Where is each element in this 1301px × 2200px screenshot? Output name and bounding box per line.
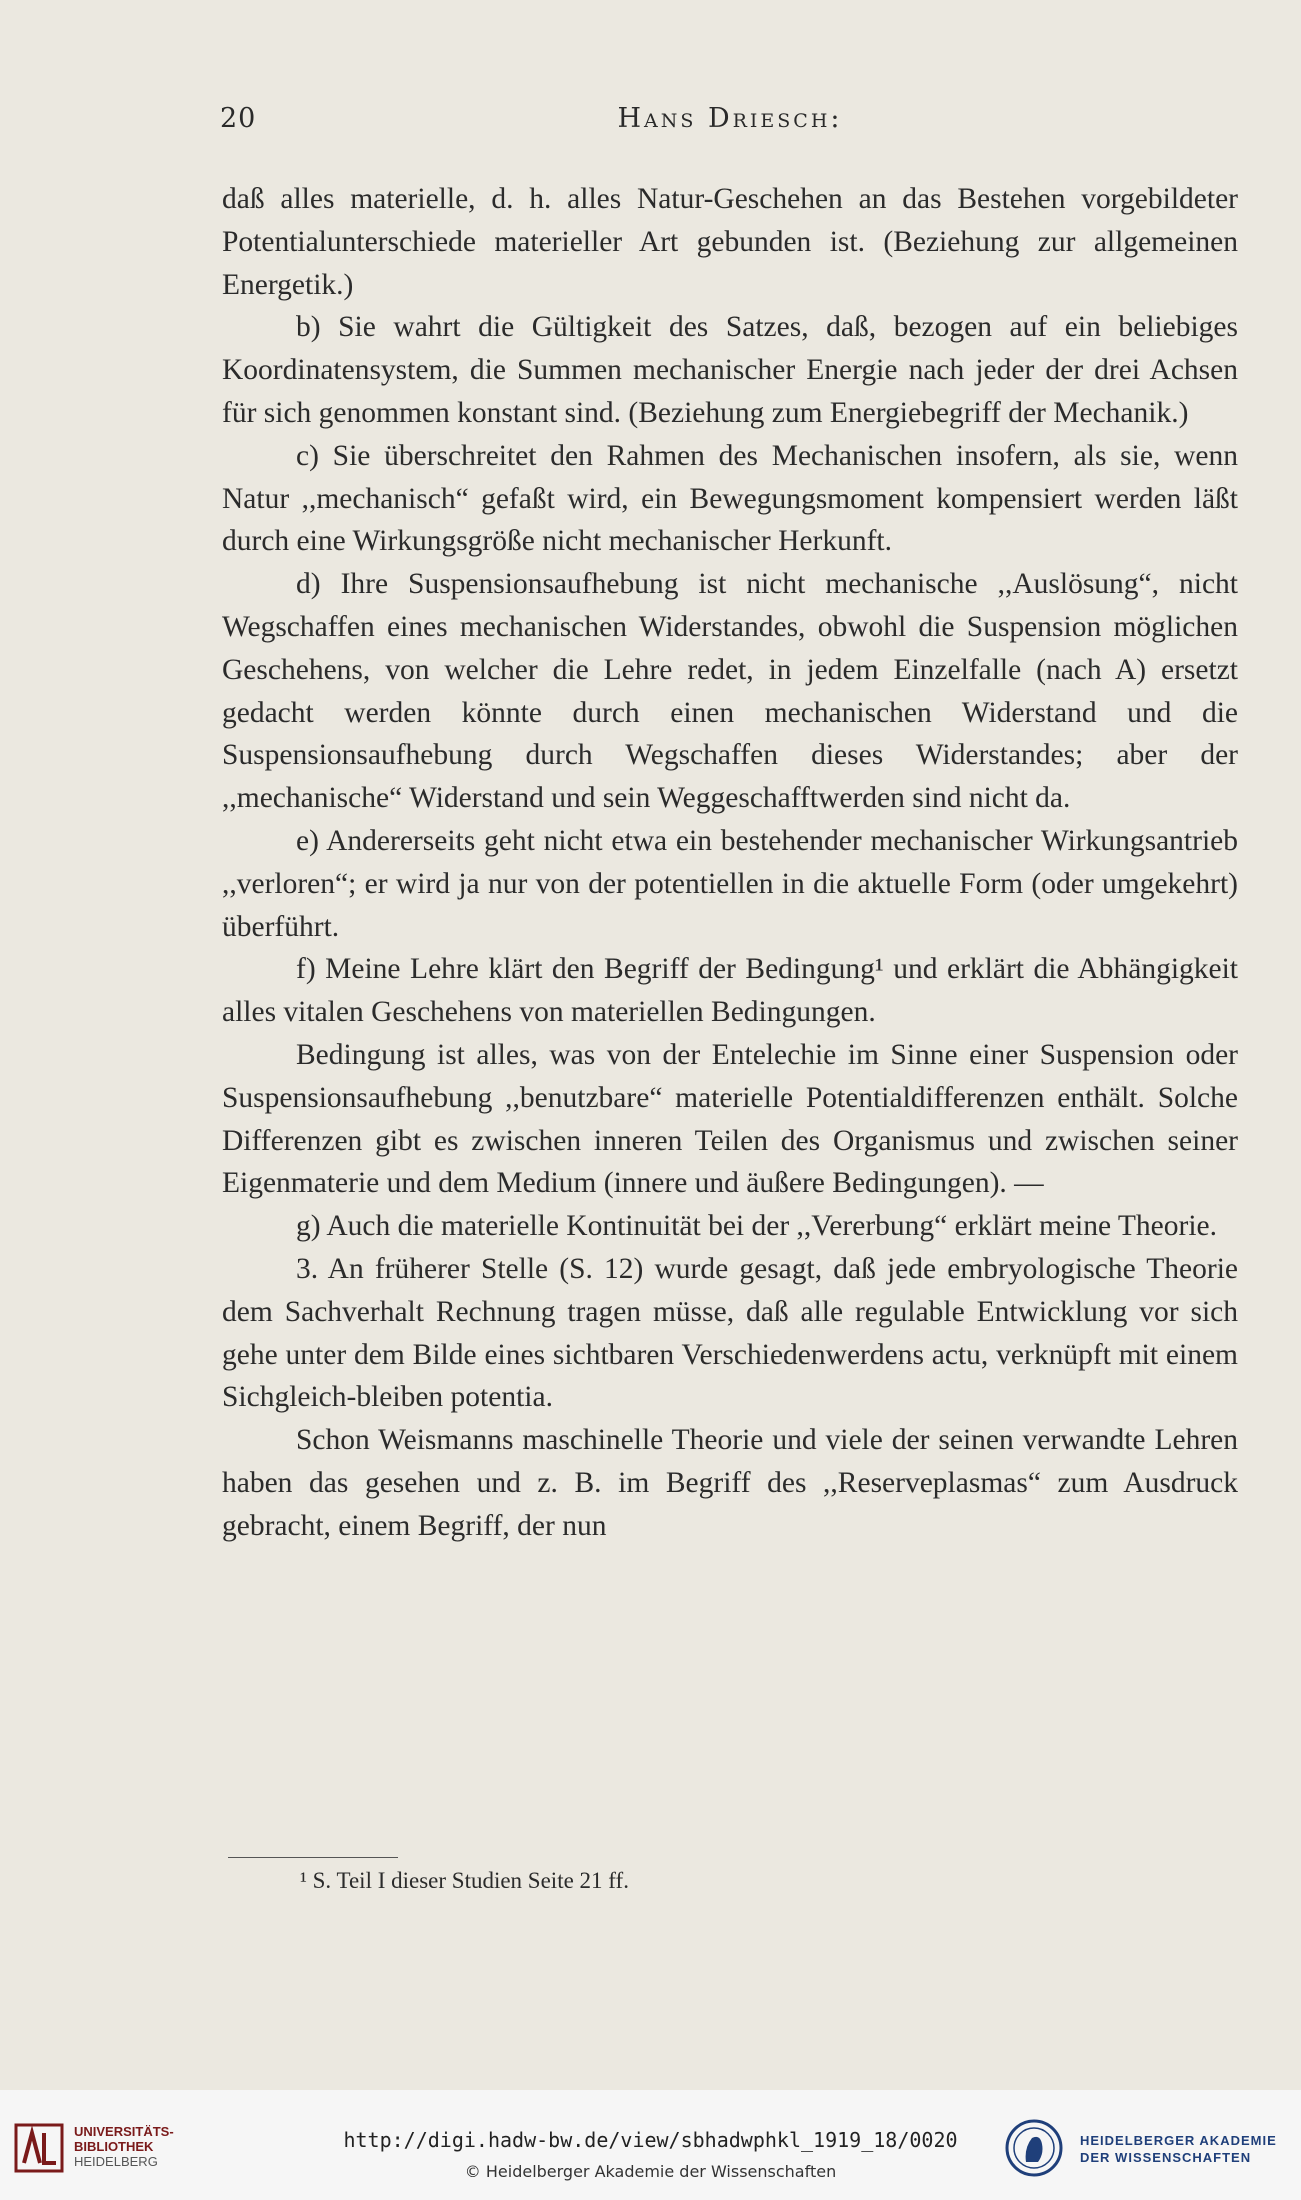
paragraph: g) Auch die materielle Kontinuität bei der ,,Vererbung“ erklärt meine Theorie. bbox=[296, 1210, 1217, 1243]
copyright-notice: © Heidelberger Akademie der Wissenschaften bbox=[464, 2162, 837, 2181]
academy-line-1: HEIDELBERGER AKADEMIE bbox=[1080, 2133, 1277, 2148]
footnote-rule bbox=[228, 1857, 398, 1858]
paragraph: b) Sie wahrt die Gültigkeit des Satzes, daß, bezogen auf ein beliebiges Koordinatensystem, die Summen mechanischer Energie nach jeder der drei Achsen für sich genommen konstant sind. (Beziehung zum Energiebegriff der Mechanik.) bbox=[222, 311, 1238, 429]
body-text bbox=[222, 178, 1238, 1548]
paragraph: e) Andererseits geht nicht etwa ein bestehender mechanischer Wirkungsantrieb ,,verloren“; er wird ja nur von der potentiellen in die aktuelle Form (oder umgekehrt) überführt. bbox=[222, 824, 1238, 943]
paragraph: daß alles materielle, d. h. alles Natur-Geschehen an das Bestehen vorgebildeter Potentialunterschiede materieller Art gebunden ist. (Beziehung zur allgemeinen Energetik.) bbox=[222, 183, 1238, 301]
paragraph: d) Ihre Suspensionsaufhebung ist nicht mechanische ,,Auslösung“, nicht Wegschaffen eines mechanischen Widerstandes, obwohl die Suspension möglichen Geschehens, von welcher die Lehre redet, in jedem Einzelfalle (nach A) ersetzt gedacht werden könnte durch einen mechanischen Widerstand und die Suspensionsaufhebung durch Wegschaffen dieses Widerstandes; aber der ,,mechanische“ Widerstand und sein Weggeschafftwerden sind nicht da. bbox=[222, 568, 1238, 815]
library-line-3: HEIDELBERG bbox=[74, 2154, 158, 2169]
page-header bbox=[220, 103, 1240, 143]
running-head: Hans Driesch: bbox=[617, 103, 843, 134]
academy-line-2: DER WISSENSCHAFTEN bbox=[1080, 2150, 1252, 2165]
paragraph: Bedingung ist alles, was von der Entelechie im Sinne einer Suspension oder Suspensionsaufhebung ,,benutzbare“ materielle Potentialdifferenzen enthält. Solche Differenzen gibt es zwischen inneren Teilen des Organismus und zwischen seiner Eigenmaterie und dem Medium (innere und äußere Bedingungen). — bbox=[222, 1038, 1238, 1200]
document-url-link[interactable]: http://digi.hadw-bw.de/view/sbhadwphkl_1919_18/0020 bbox=[343, 2128, 958, 2152]
footnote: ¹ S. Teil I dieser Studien Seite 21 ff. bbox=[300, 1868, 629, 1893]
page-number: 20 bbox=[220, 103, 257, 134]
academy-name bbox=[1080, 2132, 1277, 2166]
library-line-1: UNIVERSITÄTS- bbox=[74, 2124, 174, 2139]
academy-seal-icon bbox=[1004, 2118, 1064, 2178]
paragraph: Schon Weismanns maschinelle Theorie und viele der seinen verwandte Lehren haben das gesehen und z. B. im Begriff des ,,Reserveplasmas“ zum Ausdruck gebracht, einem Begriff, der nun bbox=[222, 1424, 1238, 1542]
library-line-2: BIBLIOTHEK bbox=[74, 2139, 154, 2154]
viewer-footer bbox=[0, 2090, 1301, 2200]
paragraph: 3. An früherer Stelle (S. 12) wurde gesagt, daß jede embryologische Theorie dem Sachverhalt Rechnung tragen müsse, daß alle regulable Entwicklung vor sich gehe unter dem Bilde eines sichtbaren Verschiedenwerdens actu, verknüpft mit einem Sichgleich-bleiben potentia. bbox=[222, 1252, 1238, 1414]
paragraph: c) Sie überschreitet den Rahmen des Mechanischen insofern, als sie, wenn Natur ,,mechanisch“ gefaßt wird, ein Bewegungsmoment kompensiert werden läßt durch eine Wirkungsgröße nicht mechanischer Herkunft. bbox=[222, 439, 1238, 558]
paragraph: f) Meine Lehre klärt den Begriff der Bedingung¹ und erklärt die Abhängigkeit alles vitalen Geschehens von materiellen Bedingungen. bbox=[222, 953, 1238, 1029]
